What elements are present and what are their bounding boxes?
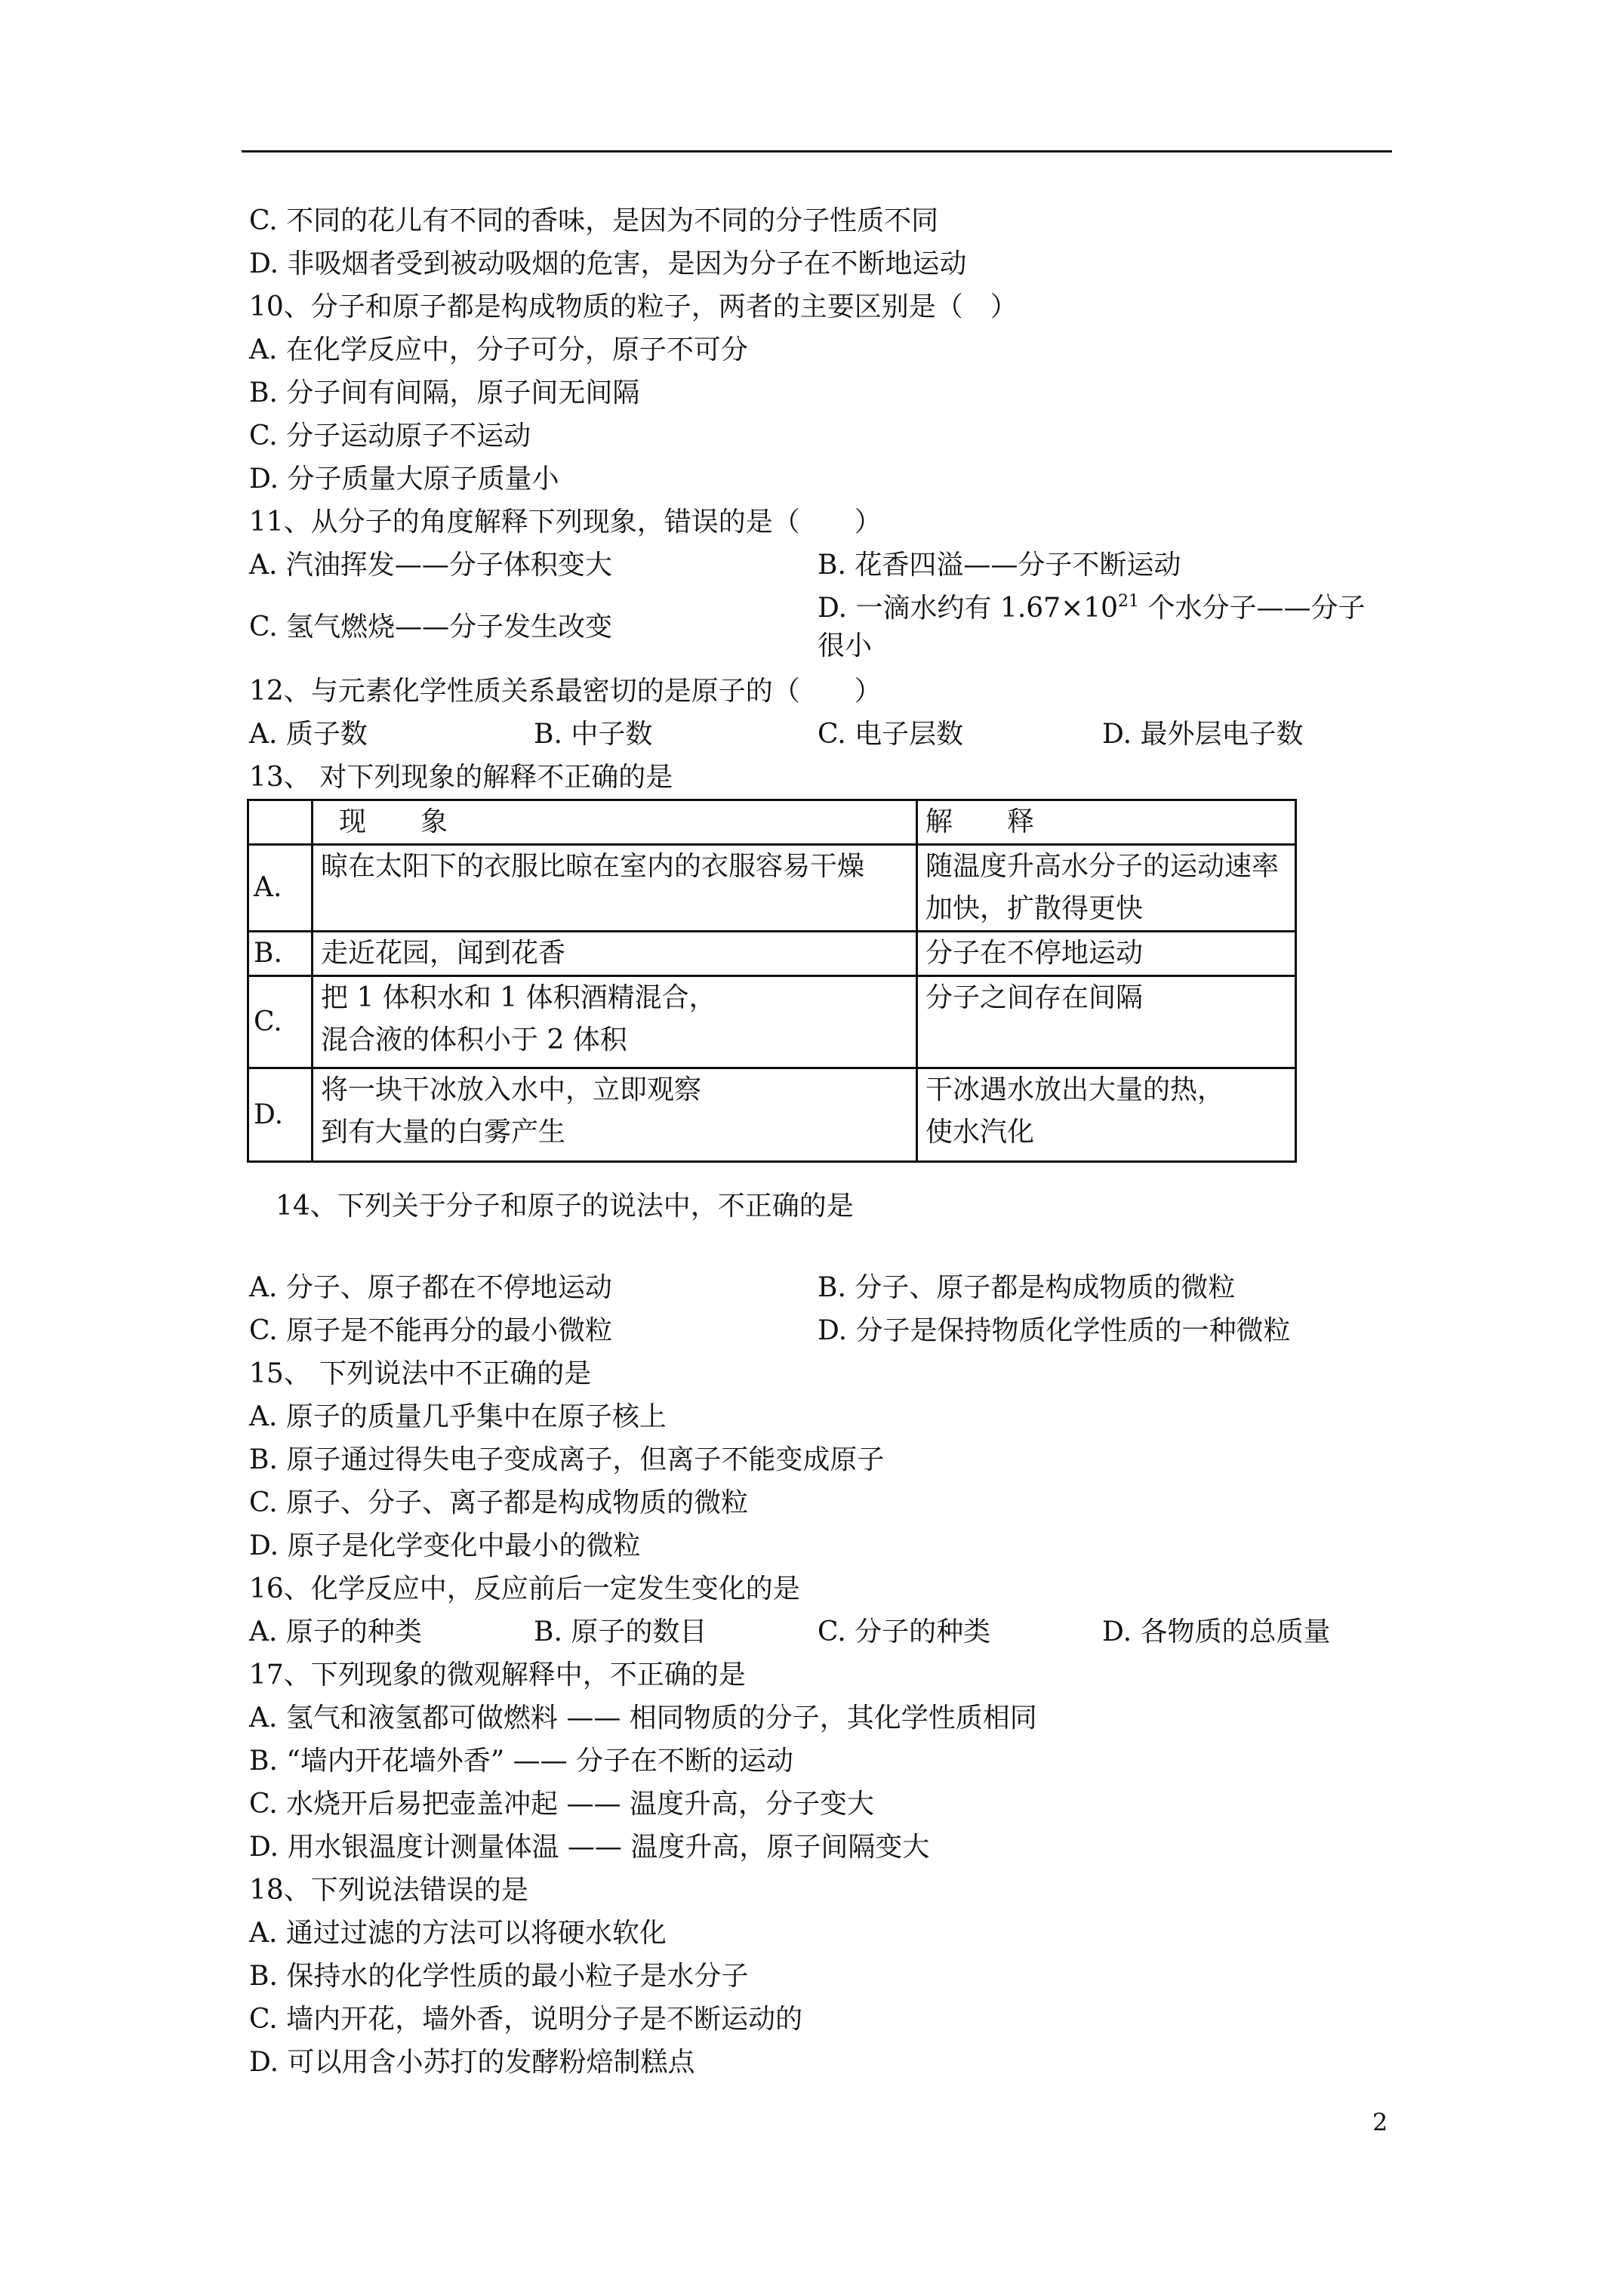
table-header-explanation-text: 解 释 xyxy=(925,806,1035,837)
phenomenon-line: 混合液的体积小于 2 体积 xyxy=(321,1025,627,1056)
q11-option-d-text: D. 一滴水约有 1.67×10 xyxy=(818,593,1119,624)
phenomenon-line: 走近花园，闻到花香 xyxy=(321,938,566,969)
table-row-phenomenon xyxy=(313,1068,917,1162)
table-row-explanation xyxy=(917,1068,1296,1162)
table-row xyxy=(248,976,1296,1068)
q17-option-c: C. 水烧开后易把壶盖冲起 —— 温度升高，分子变大 xyxy=(249,1789,875,1820)
q14-option-c: C. 原子是不能再分的最小微粒 xyxy=(249,1315,613,1346)
table-header-phenomenon xyxy=(313,800,917,845)
q11-option-d-line2: 很小 xyxy=(818,630,873,661)
q17-option-b: B. “墙内开花墙外香” —— 分子在不断的运动 xyxy=(249,1746,794,1777)
q13-stem: 13、 对下列现象的解释不正确的是 xyxy=(249,762,673,793)
q14-option-a: A. 分子、原子都在不停地运动 xyxy=(249,1272,612,1303)
table-row-explanation xyxy=(917,976,1296,1068)
table-row-explanation xyxy=(917,845,1296,932)
q17-stem: 17、下列现象的微观解释中，不正确的是 xyxy=(249,1660,746,1690)
explanation-line: 使水汽化 xyxy=(925,1117,1035,1148)
q12-option-c: C. 电子层数 xyxy=(818,719,964,750)
table-row-label: D. xyxy=(248,1068,313,1162)
q10-stem: 10、分子和原子都是构成物质的粒子，两者的主要区别是（ ） xyxy=(249,291,1018,322)
table-row-phenomenon xyxy=(313,845,917,932)
phenomenon-line: 将一块干冰放入水中，立即观察 xyxy=(321,1074,702,1105)
q18-option-b: B. 保持水的化学性质的最小粒子是水分子 xyxy=(249,1961,749,1992)
explanation-line: 随温度升高水分子的运动速率 xyxy=(925,851,1280,882)
table-row-explanation xyxy=(917,932,1296,976)
q9-option-c: C. 不同的花儿有不同的香味，是因为不同的分子性质不同 xyxy=(249,205,939,236)
table-row xyxy=(248,1068,1296,1162)
q16-option-b: B. 原子的数目 xyxy=(534,1616,707,1647)
table-row-phenomenon xyxy=(313,932,917,976)
page-number: 2 xyxy=(1372,2108,1388,2137)
q18-option-d: D. 可以用含小苏打的发酵粉焙制糕点 xyxy=(249,2047,695,2078)
q16-stem: 16、化学反应中，反应前后一定发生变化的是 xyxy=(249,1573,800,1604)
table-header-phenomenon-text: 现 象 xyxy=(339,806,448,837)
phenomenon-line: 把 1 体积水和 1 体积酒精混合， xyxy=(321,982,716,1013)
q15-option-b: B. 原子通过得失电子变成离子，但离子不能变成原子 xyxy=(249,1444,885,1475)
q11-option-d-text-end: 个水分子——分子 xyxy=(1139,593,1366,624)
table-row xyxy=(248,845,1296,932)
q18-option-c: C. 墙内开花，墙外香，说明分子是不断运动的 xyxy=(249,2004,803,2035)
q15-option-d: D. 原子是化学变化中最小的微粒 xyxy=(249,1530,641,1561)
q16-option-c: C. 分子的种类 xyxy=(818,1616,991,1647)
phenomenon-line: 晾在太阳下的衣服比晾在室内的衣服容易干燥 xyxy=(321,851,865,882)
table-header-label xyxy=(248,800,313,845)
q17-option-a: A. 氢气和液氢都可做燃料 —— 相同物质的分子，其化学性质相同 xyxy=(249,1703,1037,1734)
q10-option-d: D. 分子质量大原子质量小 xyxy=(249,464,559,495)
table-row-phenomenon xyxy=(313,976,917,1068)
q14-option-b: B. 分子、原子都是构成物质的微粒 xyxy=(818,1272,1236,1303)
q11-stem: 11、从分子的角度解释下列现象，错误的是（ ） xyxy=(249,507,882,538)
table-row-label: C. xyxy=(248,976,313,1068)
q14-stem: 14、下列关于分子和原子的说法中，不正确的是 xyxy=(276,1191,854,1222)
table-row-label: B. xyxy=(248,932,313,976)
q12-option-a: A. 质子数 xyxy=(249,719,368,750)
q10-option-a: A. 在化学反应中，分子可分，原子不可分 xyxy=(249,334,748,365)
phenomenon-line: 到有大量的白雾产生 xyxy=(321,1117,566,1148)
table-row-label: A. xyxy=(248,845,313,932)
q9-option-d: D. 非吸烟者受到被动吸烟的危害，是因为分子在不断地运动 xyxy=(249,248,967,279)
q11-option-c: C. 氢气燃烧——分子发生改变 xyxy=(249,612,613,643)
q16-option-a: A. 原子的种类 xyxy=(249,1616,422,1647)
q12-option-b: B. 中子数 xyxy=(534,719,653,750)
q15-option-a: A. 原子的质量几乎集中在原子核上 xyxy=(249,1401,667,1432)
q12-stem: 12、与元素化学性质关系最密切的是原子的（ ） xyxy=(249,676,882,707)
table-header-explanation xyxy=(917,800,1296,845)
header-rule xyxy=(242,150,1392,153)
q15-stem: 15、 下列说法中不正确的是 xyxy=(249,1358,592,1389)
q13-table xyxy=(247,799,1297,1163)
q11-option-d xyxy=(818,587,1366,630)
table-header-row xyxy=(248,800,1296,845)
q11-option-d-exponent: 21 xyxy=(1118,592,1140,611)
q18-stem: 18、下列说法错误的是 xyxy=(249,1875,528,1906)
q15-option-c: C. 原子、分子、离子都是构成物质的微粒 xyxy=(249,1487,749,1518)
q18-option-a: A. 通过过滤的方法可以将硬水软化 xyxy=(249,1918,667,1949)
q10-option-c: C. 分子运动原子不运动 xyxy=(249,421,531,451)
q10-option-b: B. 分子间有间隔，原子间无间隔 xyxy=(249,378,640,408)
q16-option-d: D. 各物质的总质量 xyxy=(1102,1616,1331,1647)
explanation-line: 干冰遇水放出大量的热， xyxy=(925,1074,1225,1105)
explanation-line: 加快，扩散得更快 xyxy=(925,893,1144,924)
q14-option-d: D. 分子是保持物质化学性质的一种微粒 xyxy=(818,1315,1291,1346)
q11-option-a: A. 汽油挥发——分子体积变大 xyxy=(249,550,612,581)
q11-option-b: B. 花香四溢——分子不断运动 xyxy=(818,550,1181,581)
q12-option-d: D. 最外层电子数 xyxy=(1102,719,1304,750)
q17-option-d: D. 用水银温度计测量体温 —— 温度升高，原子间隔变大 xyxy=(249,1832,930,1863)
explanation-line: 分子之间存在间隔 xyxy=(925,982,1144,1013)
table-row xyxy=(248,932,1296,976)
explanation-line: 分子在不停地运动 xyxy=(925,938,1144,969)
